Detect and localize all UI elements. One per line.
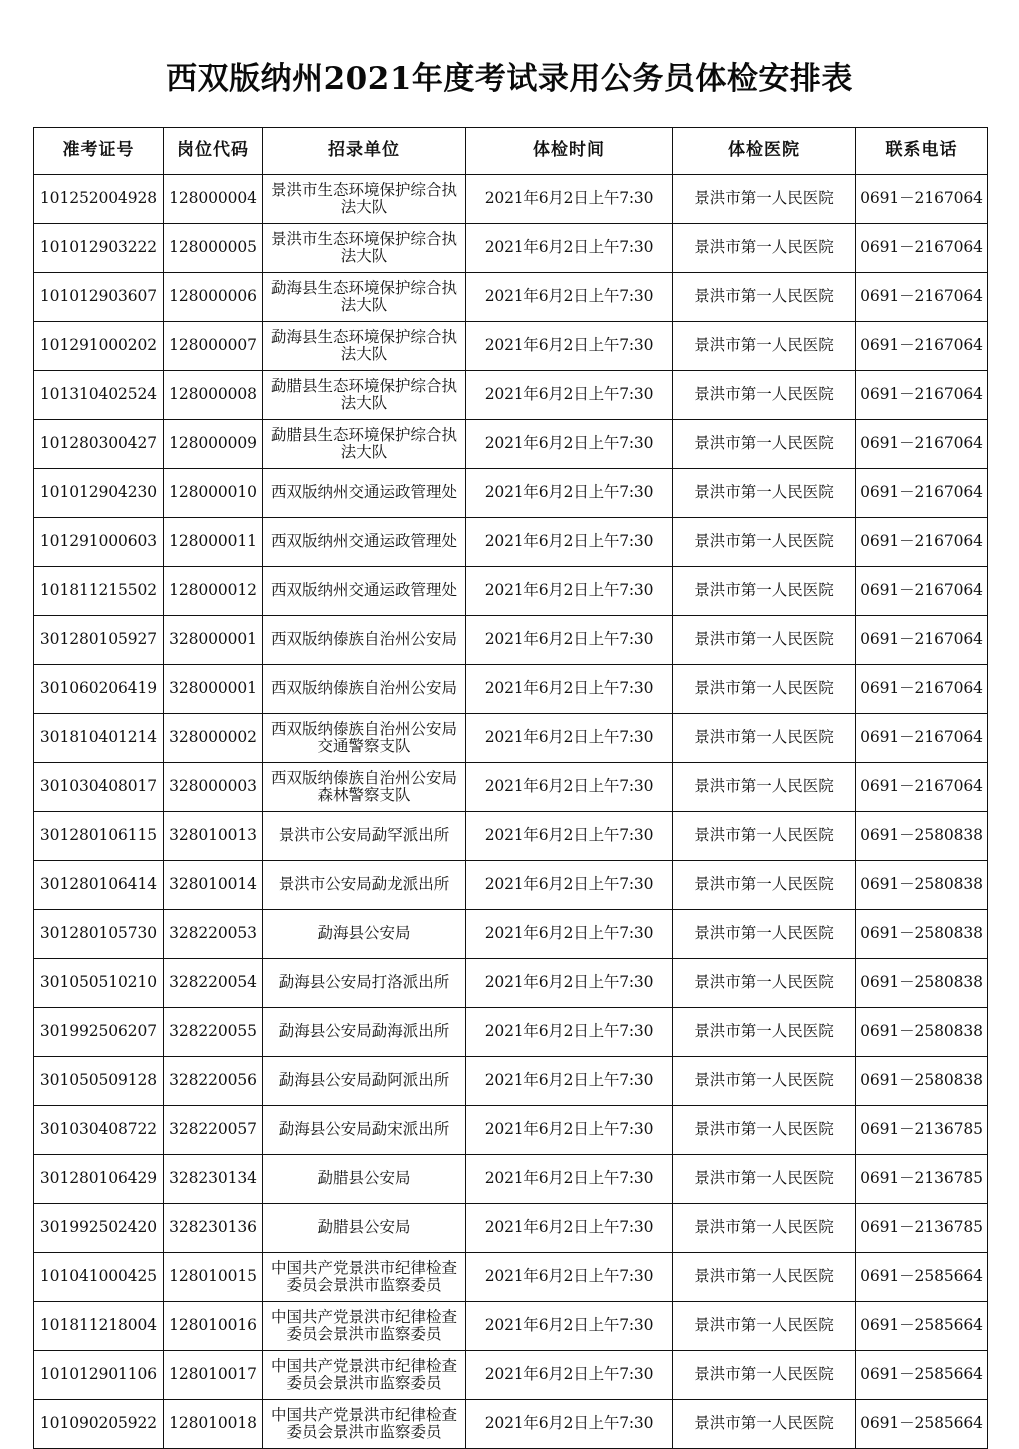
cell-ticket: 301050510210 — [34, 959, 164, 1008]
cell-ticket: 101012903222 — [34, 224, 164, 273]
cell-hospital: 景洪市第一人民医院 — [673, 616, 856, 665]
table-row — [34, 224, 988, 273]
cell-jobcode: 128000012 — [164, 567, 263, 616]
cell-jobcode: 128000005 — [164, 224, 263, 273]
cell-ticket: 301992502420 — [34, 1204, 164, 1253]
table-row — [34, 420, 988, 469]
cell-ticket: 301050509128 — [34, 1057, 164, 1106]
cell-jobcode: 328220056 — [164, 1057, 263, 1106]
cell-unit: 中国共产党景洪市纪律检查委员会景洪市监察委员 — [263, 1253, 466, 1302]
cell-hospital: 景洪市第一人民医院 — [673, 1302, 856, 1351]
cell-phone: 0691－2167064 — [856, 567, 988, 616]
cell-hospital: 景洪市第一人民医院 — [673, 322, 856, 371]
cell-time: 2021年6月2日上午7:30 — [466, 469, 673, 518]
cell-hospital: 景洪市第一人民医院 — [673, 1351, 856, 1400]
cell-unit: 勐海县生态环境保护综合执法大队 — [263, 322, 466, 371]
cell-phone: 0691－2585664 — [856, 1302, 988, 1351]
cell-ticket: 301030408017 — [34, 763, 164, 812]
cell-unit: 景洪市公安局勐龙派出所 — [263, 861, 466, 910]
cell-ticket: 101012901106 — [34, 1351, 164, 1400]
cell-unit: 勐海县公安局勐宋派出所 — [263, 1106, 466, 1155]
cell-jobcode: 128010017 — [164, 1351, 263, 1400]
cell-ticket: 101310402524 — [34, 371, 164, 420]
cell-hospital: 景洪市第一人民医院 — [673, 469, 856, 518]
table-row — [34, 1008, 988, 1057]
cell-phone: 0691－2167064 — [856, 518, 988, 567]
cell-jobcode: 328230136 — [164, 1204, 263, 1253]
cell-jobcode: 328000001 — [164, 616, 263, 665]
cell-time: 2021年6月2日上午7:30 — [466, 1106, 673, 1155]
table-row — [34, 371, 988, 420]
cell-time: 2021年6月2日上午7:30 — [466, 1204, 673, 1253]
cell-ticket: 101280300427 — [34, 420, 164, 469]
cell-phone: 0691－2136785 — [856, 1155, 988, 1204]
cell-hospital: 景洪市第一人民医院 — [673, 567, 856, 616]
table-row — [34, 322, 988, 371]
cell-phone: 0691－2585664 — [856, 1253, 988, 1302]
table-header — [34, 128, 988, 175]
cell-phone: 0691－2580838 — [856, 959, 988, 1008]
column-header-phone: 联系电话 — [856, 128, 988, 175]
cell-hospital: 景洪市第一人民医院 — [673, 665, 856, 714]
cell-time: 2021年6月2日上午7:30 — [466, 175, 673, 224]
cell-unit: 景洪市生态环境保护综合执法大队 — [263, 175, 466, 224]
cell-unit: 西双版纳州交通运政管理处 — [263, 469, 466, 518]
cell-time: 2021年6月2日上午7:30 — [466, 322, 673, 371]
cell-ticket: 101252004928 — [34, 175, 164, 224]
cell-hospital: 景洪市第一人民医院 — [673, 1008, 856, 1057]
cell-phone: 0691－2167064 — [856, 469, 988, 518]
cell-phone: 0691－2167064 — [856, 322, 988, 371]
cell-jobcode: 328220053 — [164, 910, 263, 959]
table-row — [34, 175, 988, 224]
cell-unit: 西双版纳傣族自治州公安局森林警察支队 — [263, 763, 466, 812]
cell-jobcode: 128000010 — [164, 469, 263, 518]
cell-time: 2021年6月2日上午7:30 — [466, 861, 673, 910]
table-row — [34, 273, 988, 322]
table-row — [34, 1204, 988, 1253]
cell-phone: 0691－2167064 — [856, 714, 988, 763]
cell-jobcode: 128000011 — [164, 518, 263, 567]
physical-exam-schedule-table — [33, 127, 988, 1449]
table-row — [34, 567, 988, 616]
cell-jobcode: 328000002 — [164, 714, 263, 763]
schedule-table-container — [33, 127, 987, 1449]
table-row — [34, 1106, 988, 1155]
column-header-unit: 招录单位 — [263, 128, 466, 175]
cell-jobcode: 328220057 — [164, 1106, 263, 1155]
cell-phone: 0691－2580838 — [856, 861, 988, 910]
cell-phone: 0691－2167064 — [856, 616, 988, 665]
page-title: 西双版纳州2021年度考试录用公务员体检安排表 — [166, 61, 853, 97]
cell-unit: 西双版纳州交通运政管理处 — [263, 518, 466, 567]
cell-ticket: 101090205922 — [34, 1400, 164, 1449]
cell-time: 2021年6月2日上午7:30 — [466, 1351, 673, 1400]
cell-phone: 0691－2167064 — [856, 175, 988, 224]
table-row — [34, 763, 988, 812]
cell-hospital: 景洪市第一人民医院 — [673, 959, 856, 1008]
cell-jobcode: 128000004 — [164, 175, 263, 224]
cell-hospital: 景洪市第一人民医院 — [673, 420, 856, 469]
cell-phone: 0691－2167064 — [856, 371, 988, 420]
cell-hospital: 景洪市第一人民医院 — [673, 1106, 856, 1155]
cell-time: 2021年6月2日上午7:30 — [466, 420, 673, 469]
column-header-hospital: 体检医院 — [673, 128, 856, 175]
table-row — [34, 616, 988, 665]
cell-unit: 西双版纳傣族自治州公安局 — [263, 665, 466, 714]
cell-unit: 勐腊县生态环境保护综合执法大队 — [263, 420, 466, 469]
cell-time: 2021年6月2日上午7:30 — [466, 763, 673, 812]
table-row — [34, 665, 988, 714]
cell-ticket: 301280105730 — [34, 910, 164, 959]
cell-unit: 勐海县公安局勐阿派出所 — [263, 1057, 466, 1106]
table-row — [34, 1351, 988, 1400]
cell-jobcode: 128000007 — [164, 322, 263, 371]
cell-unit: 勐海县公安局 — [263, 910, 466, 959]
cell-phone: 0691－2580838 — [856, 1008, 988, 1057]
cell-jobcode: 128000006 — [164, 273, 263, 322]
cell-unit: 中国共产党景洪市纪律检查委员会景洪市监察委员 — [263, 1400, 466, 1449]
cell-hospital: 景洪市第一人民医院 — [673, 1400, 856, 1449]
cell-phone: 0691－2167064 — [856, 763, 988, 812]
cell-time: 2021年6月2日上午7:30 — [466, 1008, 673, 1057]
cell-ticket: 101291000603 — [34, 518, 164, 567]
cell-ticket: 301280106429 — [34, 1155, 164, 1204]
cell-unit: 勐海县公安局打洛派出所 — [263, 959, 466, 1008]
cell-unit: 西双版纳州交通运政管理处 — [263, 567, 466, 616]
cell-time: 2021年6月2日上午7:30 — [466, 567, 673, 616]
cell-phone: 0691－2167064 — [856, 665, 988, 714]
cell-ticket: 101012904230 — [34, 469, 164, 518]
cell-hospital: 景洪市第一人民医院 — [673, 1057, 856, 1106]
cell-jobcode: 328000001 — [164, 665, 263, 714]
cell-ticket: 301810401214 — [34, 714, 164, 763]
cell-unit: 西双版纳傣族自治州公安局交通警察支队 — [263, 714, 466, 763]
cell-ticket: 301280106414 — [34, 861, 164, 910]
cell-jobcode: 328220054 — [164, 959, 263, 1008]
table-row — [34, 959, 988, 1008]
cell-hospital: 景洪市第一人民医院 — [673, 714, 856, 763]
cell-phone: 0691－2167064 — [856, 420, 988, 469]
table-row — [34, 812, 988, 861]
table-row — [34, 1057, 988, 1106]
cell-time: 2021年6月2日上午7:30 — [466, 1302, 673, 1351]
cell-ticket: 301992506207 — [34, 1008, 164, 1057]
cell-time: 2021年6月2日上午7:30 — [466, 518, 673, 567]
cell-phone: 0691－2580838 — [856, 812, 988, 861]
cell-unit: 景洪市生态环境保护综合执法大队 — [263, 224, 466, 273]
cell-hospital: 景洪市第一人民医院 — [673, 371, 856, 420]
cell-phone: 0691－2136785 — [856, 1106, 988, 1155]
cell-unit: 西双版纳傣族自治州公安局 — [263, 616, 466, 665]
cell-phone: 0691－2580838 — [856, 910, 988, 959]
cell-jobcode: 128010015 — [164, 1253, 263, 1302]
cell-time: 2021年6月2日上午7:30 — [466, 1057, 673, 1106]
table-row — [34, 1253, 988, 1302]
cell-hospital: 景洪市第一人民医院 — [673, 224, 856, 273]
cell-jobcode: 128010018 — [164, 1400, 263, 1449]
cell-unit: 勐海县生态环境保护综合执法大队 — [263, 273, 466, 322]
cell-unit: 勐腊县公安局 — [263, 1204, 466, 1253]
cell-ticket: 101811215502 — [34, 567, 164, 616]
cell-ticket: 101012903607 — [34, 273, 164, 322]
cell-ticket: 301280106115 — [34, 812, 164, 861]
cell-hospital: 景洪市第一人民医院 — [673, 861, 856, 910]
cell-phone: 0691－2167064 — [856, 224, 988, 273]
cell-ticket: 301280105927 — [34, 616, 164, 665]
cell-phone: 0691－2167064 — [856, 273, 988, 322]
cell-time: 2021年6月2日上午7:30 — [466, 910, 673, 959]
cell-ticket: 101291000202 — [34, 322, 164, 371]
cell-unit: 中国共产党景洪市纪律检查委员会景洪市监察委员 — [263, 1302, 466, 1351]
cell-time: 2021年6月2日上午7:30 — [466, 812, 673, 861]
column-header-jobcode: 岗位代码 — [164, 128, 263, 175]
cell-hospital: 景洪市第一人民医院 — [673, 1253, 856, 1302]
cell-phone: 0691－2580838 — [856, 1057, 988, 1106]
cell-jobcode: 328220055 — [164, 1008, 263, 1057]
table-body — [34, 175, 988, 1449]
cell-jobcode: 328000003 — [164, 763, 263, 812]
cell-hospital: 景洪市第一人民医院 — [673, 1204, 856, 1253]
cell-time: 2021年6月2日上午7:30 — [466, 371, 673, 420]
cell-ticket: 101811218004 — [34, 1302, 164, 1351]
cell-jobcode: 128010016 — [164, 1302, 263, 1351]
column-header-ticket: 准考证号 — [34, 128, 164, 175]
cell-jobcode: 128000009 — [164, 420, 263, 469]
cell-time: 2021年6月2日上午7:30 — [466, 665, 673, 714]
cell-ticket: 301030408722 — [34, 1106, 164, 1155]
cell-unit: 勐腊县生态环境保护综合执法大队 — [263, 371, 466, 420]
cell-jobcode: 328010014 — [164, 861, 263, 910]
table-row — [34, 910, 988, 959]
cell-phone: 0691－2136785 — [856, 1204, 988, 1253]
cell-ticket: 301060206419 — [34, 665, 164, 714]
cell-time: 2021年6月2日上午7:30 — [466, 1253, 673, 1302]
table-row — [34, 1302, 988, 1351]
cell-unit: 勐腊县公安局 — [263, 1155, 466, 1204]
table-row — [34, 714, 988, 763]
cell-time: 2021年6月2日上午7:30 — [466, 959, 673, 1008]
table-row — [34, 1155, 988, 1204]
cell-unit: 景洪市公安局勐罕派出所 — [263, 812, 466, 861]
table-row — [34, 1400, 988, 1449]
cell-hospital: 景洪市第一人民医院 — [673, 763, 856, 812]
cell-hospital: 景洪市第一人民医院 — [673, 175, 856, 224]
cell-hospital: 景洪市第一人民医院 — [673, 273, 856, 322]
cell-phone: 0691－2585664 — [856, 1351, 988, 1400]
column-header-time: 体检时间 — [466, 128, 673, 175]
table-header-row — [34, 128, 988, 175]
table-row — [34, 518, 988, 567]
cell-jobcode: 328230134 — [164, 1155, 263, 1204]
cell-time: 2021年6月2日上午7:30 — [466, 1400, 673, 1449]
cell-time: 2021年6月2日上午7:30 — [466, 714, 673, 763]
cell-jobcode: 128000008 — [164, 371, 263, 420]
cell-time: 2021年6月2日上午7:30 — [466, 273, 673, 322]
cell-phone: 0691－2585664 — [856, 1400, 988, 1449]
cell-time: 2021年6月2日上午7:30 — [466, 616, 673, 665]
cell-unit: 中国共产党景洪市纪律检查委员会景洪市监察委员 — [263, 1351, 466, 1400]
cell-unit: 勐海县公安局勐海派出所 — [263, 1008, 466, 1057]
table-row — [34, 861, 988, 910]
cell-time: 2021年6月2日上午7:30 — [466, 224, 673, 273]
cell-ticket: 101041000425 — [34, 1253, 164, 1302]
cell-jobcode: 328010013 — [164, 812, 263, 861]
cell-hospital: 景洪市第一人民医院 — [673, 910, 856, 959]
cell-hospital: 景洪市第一人民医院 — [673, 812, 856, 861]
cell-hospital: 景洪市第一人民医院 — [673, 518, 856, 567]
cell-hospital: 景洪市第一人民医院 — [673, 1155, 856, 1204]
table-row — [34, 469, 988, 518]
cell-time: 2021年6月2日上午7:30 — [466, 1155, 673, 1204]
